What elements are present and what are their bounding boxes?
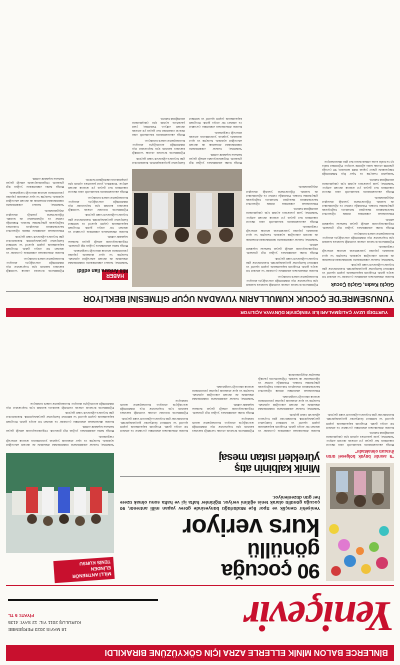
bottom-col-5-p3: Düzenlenen etkinlikte minik öğrenciler hazırladıkları mesajları balonlara bağlayarak gökyüzüne bıraktı. Etkinliğe veliler ve öğretmenler de katıldı. Öğrencilerin yazdığı mesajlar duygulandırdı. <box>6 208 64 234</box>
text-column-2-p3: Yetkililer, benzer etkinliklerin önümüzdeki dönemde de devam edeceğini açıkladı. Gençlik ve spor alanında yapılan yatırımların artarak süreceği vurgulandı. <box>192 385 254 402</box>
left-column <box>326 323 394 581</box>
bottom-col-3-p1: Bölge halkı etkinliklere yoğun ilgi gösterdi. Organizasyonda emeği geçen herkese teşekkür edildi. <box>189 152 242 165</box>
bottom-col-1-p4: Bölge halkı etkinliklere yoğun ilgi gösterdi. Organizasyonda emeği geçen herkese teşekkür edildi. <box>322 217 394 230</box>
masthead <box>6 585 394 641</box>
masthead-price: FİYATI: 5 TL <box>8 613 35 618</box>
left-column-body-2: Kentte düzenlenen etkinlikte çocuklar ve aileleri bir araya geldi. Program kapsamında çeşitli sportif ve kültürel faaliyetler gerçekleştirildi. Katılımcılar gün boyunca eğlenceli vakit geçirdi. <box>326 413 394 430</box>
bottom-col-3-p4: Eğitimlerin ücretsiz olarak verildiği kurslara katılım için başvurular ilçe müdürlüğü aracılığıyla alınıyor. Kontenjanlar sınırlı tutuluyor. <box>132 139 185 156</box>
text-column-2-p2: Bölge halkı etkinliklere yoğun ilgi gösterdi. Organizasyonda emeği geçen herkese teşekkür edildi. <box>192 402 254 416</box>
bottom-col-1 <box>322 7 394 287</box>
bottom-col-3-p2: Yetkililer, benzer etkinliklerin önümüzdeki dönemde de devam edeceğini açıkladı. Gençlik ve spor alanında yapılan yatırımların artarak süreceği vurgulandı. <box>189 130 242 152</box>
masthead-rule <box>8 599 158 601</box>
text-column-3-p1: Kentte düzenlenen etkinlikte çocuklar ve aileleri bir araya geldi. Program kapsamında çeşitli sportif ve kültürel faaliyetler gerçekleştirildi. Katılımcılar gün boyunca eğlenceli vakit geçirdi. <box>120 416 188 433</box>
bottom-col-3-p3: Kentte düzenlenen etkinlikte çocuklar ve aileleri bir araya geldi. Program kapsamında çeşitli sportif ve kültürel faaliyetler gerçekleştirildi. Katılımcılar gün boyunca eğlenceli vakit geçirdi. <box>132 117 242 165</box>
bottom-col-5-p5: Bölge halkı etkinliklere yoğun ilgi gösterdi. Organizasyonda emeği geçen herkese teşekkür edildi. <box>6 177 64 190</box>
tennis-photo <box>6 453 114 553</box>
tennis-photo-block <box>6 451 114 581</box>
bottom-col-5-p4: Yetkililer, benzer etkinliklerin önümüzdeki dönemde de devam edeceğini açıkladı. Gençlik ve spor alanında yapılan yatırımların artarak süreceği vurgulandı. <box>6 190 64 208</box>
bottom-col-2-p5: Bölge ekonomisinin lokomotifi olan ihracat rakamları her geçen yıl artarak devam ediyor. Yetkililer, yeni pazarlara açılım için çalışmaların sürdüğünü belirtti. <box>246 207 318 224</box>
text-column-1-p1: Kentte düzenlenen etkinlikte çocuklar ve aileleri bir araya geldi. Program kapsamında çeşitli sportif ve kültürel faaliyetler gerçekleştirildi. Katılımcılar gün boyunca eğlenceli vakit geçirdi. <box>258 412 320 433</box>
text-column-3-p2: Eğitimlerin ücretsiz olarak verildiği kurslara katılım için başvurular ilçe müdürlüğü aracılığıyla alınıyor. Kontenjanlar sınırlı tutuluyor. <box>120 398 188 416</box>
text-column-1-p3: Düzenlenen etkinlikte minik öğrenciler hazırladıkları mesajları balonlara bağlayarak gökyüzüne bıraktı. Etkinliğe veliler ve öğretmenler de katıldı. Öğrencilerin yazdığı mesajlar duygulandırdı. <box>258 372 320 394</box>
masthead-logo <box>164 591 394 639</box>
main-lead: Yenişehir Gençlik ve Spor İlçe Müdürlüğü bünyesinde görev yapan milli antrenör, 90 çocuğa gönüllü olarak tenis eğitimi veriyor. Eğitimler hafta içi ve hafta sonu olmak üzere her gün düzenleniyor. <box>120 494 320 511</box>
bottom-headline-text: YUNUSEMRE'DE ÇOCUK KUMULLARIN YUVADAN UÇUP GİTMESİNİ BEKLİYOR <box>83 294 394 303</box>
tennis-badge-label: MİLLİ ANTRENÖR ELİNDEN <box>72 565 112 579</box>
bottom-col-2-p1: Eğitimlerin ücretsiz olarak verildiği kurslara katılım için başvurular ilçe müdürlüğü aracılığıyla alınıyor. Kontenjanlar sınırlı tutuluyor. <box>246 274 318 287</box>
bottom-col-4-title: Mili Ankara ilan edildi <box>77 267 128 273</box>
text-column-2 <box>192 321 254 433</box>
side-headline-2: yürekleri ısıtan mesaj <box>219 451 320 463</box>
masthead-date: 18 MAYIS 2023 PERŞEMBE <box>8 627 67 632</box>
bottom-col-1-p2: Yetkililer, benzer etkinliklerin önümüzdeki dönemde de devam edeceğini açıkladı. Gençlik ve spor alanında yapılan yatırımların artarak süreceği vurgulandı. <box>322 245 394 262</box>
text-column-2-p1: Eğitimlerin ücretsiz olarak verildiği kurslara katılım için başvurular ilçe müdürlüğü aracılığıyla alınıyor. Kontenjanlar sınırlı tutuluyor. <box>192 416 254 433</box>
right-column-p4: Eğitimlerin ücretsiz olarak verildiği kurslara katılım için başvurular ilçe müdürlüğü aracılığıyla alınıyor. Kontenjanlar sınırlı tutuluyor. <box>6 401 114 410</box>
right-column-p2: Bölge halkı etkinliklere yoğun ilgi gösterdi. Organizasyonda emeği geçen herkese teşekkür edildi. <box>6 425 114 434</box>
bottom-col-4 <box>68 7 128 273</box>
side-story <box>120 437 320 477</box>
bottom-col-1-p3: Eğitimlerin ücretsiz olarak verildiği kurslara katılım için başvurular ilçe müdürlüğü aracılığıyla alınıyor. Kontenjanlar sınırlı tutuluyor. <box>322 231 394 244</box>
main-story <box>120 481 320 581</box>
right-column-p1: Yetkililer, benzer etkinliklerin önümüzdeki dönemde de devam edeceğini açıkladı. Gençlik ve spor alanında yapılan yatırımların artarak süreceği vurgulandı. <box>6 434 114 447</box>
bottom-red-label-text: HABER <box>102 270 128 280</box>
left-column-body: Bölge ekonomisinin lokomotifi olan ihracat rakamları her geçen yıl artarak devam ediyor. Yetkililer, yeni pazarlara açılım için çalışmaların sürdüğünü belirtti. <box>326 431 394 448</box>
bottom-col-3-p5: Bölge ekonomisinin lokomotifi olan ihracat rakamları her geçen yıl artarak devam ediyor. Yetkililer, yeni pazarlara açılım için çalışmaların sürdüğünü belirtti. <box>132 117 185 138</box>
bottom-col-2-p2: Kentte düzenlenen etkinlikte çocuklar ve aileleri bir araya geldi. Program kapsamında çeşitli sportif ve kültürel faaliyetler gerçekleştirildi. Katılımcılar gün boyunca eğlenceli vakit geçirdi. <box>246 256 318 274</box>
main-headline-2: gönüllü <box>247 538 320 561</box>
text-column-3 <box>120 321 188 433</box>
bottom-red-label <box>6 272 128 287</box>
top-strip-headline: BİNLERCE BALON MİNİK ELLERLE AZRA İÇİN GÖKYÜZÜNE BIRAKILDI <box>104 648 388 658</box>
balloon-photo-image <box>326 463 394 581</box>
bottom-col-4-p3: Kentte düzenlenen etkinlikte çocuklar ve aileleri bir araya geldi. Program kapsamında çeşitli sportif ve kültürel faaliyetler gerçekleştirildi. Katılımcılar gün boyunca eğlenceli vakit geçirdi. <box>68 213 128 234</box>
bottom-col-4-p1: Yetkililer, benzer etkinliklerin önümüzdeki dönemde de devam edeceğini açıkladı. Gençlik ve spor alanında yapılan yatırımların artarak süreceği vurgulandı. <box>68 249 128 266</box>
right-column-p3: Kentte düzenlenen etkinlikte çocuklar ve aileleri bir araya geldi. Program kapsamında çeşitli sportif ve kültürel faaliyetler gerçekleştirildi. Katılımcılar gün boyunca eğlenceli vakit geçirdi. <box>6 411 114 424</box>
text-column-1-p2: Yetkililer, benzer etkinliklerin önümüzdeki dönemde de devam edeceğini açıkladı. Gençlik ve spor alanında yapılan yatırımların artarak süreceği vurgulandı. <box>258 394 320 412</box>
left-column-text <box>326 323 394 459</box>
tennis-photo-image <box>6 453 114 553</box>
balloon-photo <box>326 463 394 581</box>
mid-banner <box>6 308 394 317</box>
right-column-text <box>6 321 114 447</box>
masthead-name: Yeniçevir <box>244 592 394 638</box>
bottom-col-5-p2: Kentte düzenlenen etkinlikte çocuklar ve aileleri bir araya geldi. Program kapsamında çeşitli sportif ve kültürel faaliyetler gerçekleştirildi. Katılımcılar gün boyunca eğlenceli vakit geçirdi. <box>6 234 64 256</box>
tennis-badge <box>53 557 114 583</box>
bottom-col-4-p5: Bölge ekonomisinin lokomotifi olan ihracat rakamları her geçen yıl artarak devam ediyor. Yetkililer, yeni pazarlara açılım için çalışmaların sürdüğünü belirtti. <box>68 177 128 194</box>
main-headline-1: 90 çocuğa <box>221 559 320 582</box>
bottom-col-1-p1: Kentte düzenlenen etkinlikte çocuklar ve aileleri bir araya geldi. Program kapsamında çeşitli sportif ve kültürel faaliyetler gerçekleştirildi. Katılımcılar gün boyunca eğlenceli vakit geçirdi. <box>322 263 394 280</box>
bottom-col-1-p6: Bölge ekonomisinin lokomotifi olan ihracat rakamları her geçen yıl artarak devam ediyor. Yetkililer, yeni pazarlara açılım için çalışmaların sürdüğünü belirtti. <box>322 177 394 195</box>
side-headline-1: Minik kalbinin atış <box>234 462 320 474</box>
bottom-col-2-p4: Yetkililer, benzer etkinliklerin önümüzdeki dönemde de devam edeceğini açıkladı. Gençlik ve spor alanında yapılan yatırımların artarak süreceği vurgulandı. <box>246 225 318 242</box>
bottom-col-5 <box>6 7 64 273</box>
tennis-badge-sub: TENİS KURSU <box>79 559 111 567</box>
classroom-photo-image <box>132 169 242 287</box>
masthead-issue: KURULUŞ 2011 YIL: 12 SAYI: 4135 <box>8 620 82 625</box>
bottom-col-2-p6: Düzenlenen etkinlikte minik öğrenciler hazırladıkları mesajları balonlara bağlayarak gökyüzüne bıraktı. Etkinliğe veliler ve öğretmenler de katıldı. Öğrencilerin yazdığı mesajlar duygulandırdı. <box>246 185 318 206</box>
bottom-col-5-p1: Eğitimlerin ücretsiz olarak verildiği kurslara katılım için başvurular ilçe müdürlüğü aracılığıyla alınıyor. Kontenjanlar sınırlı tutuluyor. <box>6 256 64 273</box>
bottom-col-4-p2: Bölge halkı etkinliklere yoğun ilgi gösterdi. Organizasyonda emeği geçen herkese teşekkür edildi. <box>68 235 128 248</box>
left-column-subtitle: "5 asırdır büyük bölgesel ürün ihracatı olmaktadır" <box>326 449 394 459</box>
bottom-col-1-title: Güçlü Kadın, Güçlü Çocuk <box>330 281 394 287</box>
masthead-info <box>8 612 158 633</box>
bottom-col-1-p7: Yenişehir Gençlik ve Spor İlçe Müdürlüğü bünyesinde görev yapan milli antrenör, 90 çocuğa gönüllü olarak tenis eğitimi veriyor. Eğitimler hafta içi ve hafta sonu olmak üzere her gün düzenleniyor. <box>322 160 394 177</box>
bottom-col-2 <box>246 7 318 287</box>
bottom-col-4-p4: Eğitimlerin ücretsiz olarak verildiği kurslara katılım için başvurular ilçe müdürlüğü aracılığıyla alınıyor. Kontenjanlar sınırlı tutuluyor. <box>68 195 128 212</box>
bottom-headline <box>6 291 394 305</box>
main-headline-3: kurs veriyor <box>182 513 320 541</box>
mid-banner-text: YURTDIŞI UZAY ÇALIŞMALARI İLE YENİÇEVİR DÜNYAYA AÇILIYOR <box>240 310 388 315</box>
bottom-col-2-p3: Bölge halkı etkinliklere yoğun ilgi gösterdi. Organizasyonda emeği geçen herkese teşekkür edildi. <box>246 243 318 256</box>
top-strip <box>6 645 394 661</box>
bottom-col-3 <box>132 7 242 165</box>
bottom-col-1-p5: Düzenlenen etkinlikte minik öğrenciler hazırladıkları mesajları balonlara bağlayarak gökyüzüne bıraktı. Etkinliğe veliler ve öğretmenler de katıldı. Öğrencilerin yazdığı mesajlar duygulandırdı. <box>322 195 394 217</box>
text-column-1 <box>258 321 320 433</box>
classroom-photo <box>132 169 242 287</box>
